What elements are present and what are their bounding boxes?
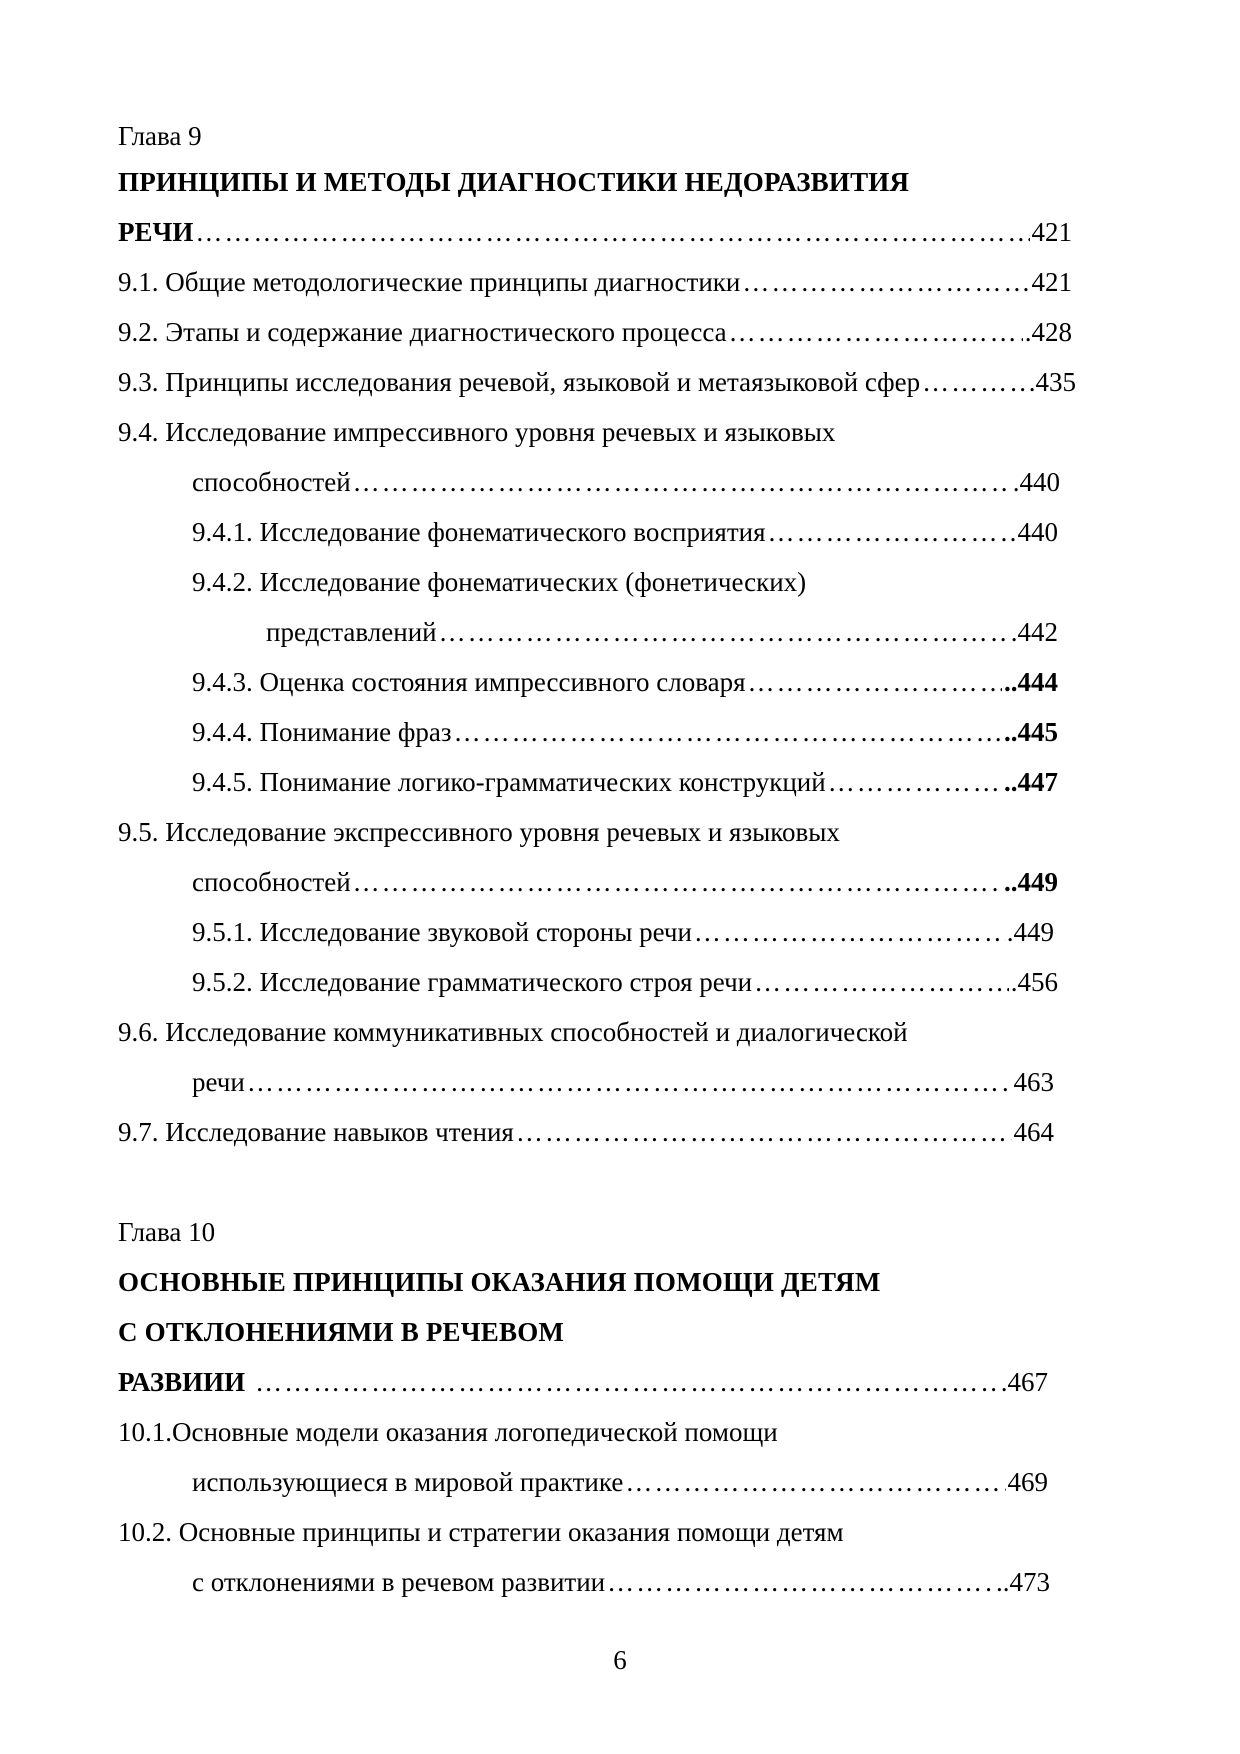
toc-entry xyxy=(266,614,1058,650)
toc-entry-title: 9.5. Исследование экспрессивного уровня речевых и языковых xyxy=(118,817,840,847)
page-ref: 463 xyxy=(1013,1067,1054,1097)
leader-dots xyxy=(516,1114,1012,1150)
page-ref: ..445 xyxy=(1004,717,1058,747)
leader-dots xyxy=(353,864,1002,900)
toc-entry xyxy=(192,664,1058,700)
chapter-10-title-line-3: РАЗВИИИ xyxy=(118,1367,246,1397)
toc-entry xyxy=(192,514,1058,550)
toc-entry-title: 9.4. Исследование импрессивного уровня речевых и языковых xyxy=(118,417,836,447)
page-number: 6 xyxy=(613,1645,627,1675)
leader-dots xyxy=(625,1464,1005,1500)
chapter-10-label: Глава 10 xyxy=(118,1217,216,1247)
toc-entry-title: 9.4.4. Понимание фраз xyxy=(192,717,452,747)
toc-entry-title: 10.2. Основные принципы и стратегии оказания помощи детям xyxy=(118,1517,844,1547)
toc-entry xyxy=(192,1564,1050,1600)
leader-dots xyxy=(754,964,1009,1000)
toc-entry xyxy=(192,714,1058,750)
toc-entry-title: использующиеся в мировой практике xyxy=(192,1467,624,1497)
chapter-9-title-line-2: РЕЧИ xyxy=(118,217,194,247)
page-ref: ..449 xyxy=(1004,867,1058,897)
chapter-10-title-line-2: С ОТКЛОНЕНИЯМИ В РЕЧЕВОМ xyxy=(118,1317,565,1347)
toc-entry-title: речи xyxy=(192,1067,245,1097)
toc-entry-title: 9.5.1. Исследование звуковой стороны речи xyxy=(192,917,692,947)
page-ref: 421 xyxy=(1031,267,1072,297)
toc-entry-title: способностей xyxy=(192,467,351,497)
page-ref: .467 xyxy=(1000,1367,1048,1397)
toc-entry-title: с отклонениями в речевом развитии xyxy=(192,1567,606,1597)
page-ref: .449 xyxy=(1006,917,1054,947)
leader-dots xyxy=(729,314,1023,350)
toc-entry-title: 9.6. Исследование коммуникативных способностей и диалогической xyxy=(118,1017,908,1047)
toc-entry-title: 9.2. Этапы и содержание диагностического процесса xyxy=(118,317,727,347)
toc-entry xyxy=(118,1114,1054,1150)
toc-entry xyxy=(192,1464,1048,1500)
leader-dots xyxy=(828,764,1002,800)
toc-entry-title: способностей xyxy=(192,867,351,897)
toc-entry-title: 9.1. Общие методологические принципы диагностики xyxy=(118,267,741,297)
toc-entry xyxy=(192,964,1058,1000)
toc-entry-title: 9.7. Исследование навыков чтения xyxy=(118,1117,514,1147)
toc-entry xyxy=(192,1064,1054,1100)
page-ref: 440 xyxy=(1017,517,1058,547)
toc-entry xyxy=(192,864,1058,900)
toc-entry-title: 10.1.Основные модели оказания логопедической помощи xyxy=(118,1417,778,1447)
toc-entry xyxy=(192,914,1054,950)
toc-entry xyxy=(192,764,1058,800)
page-ref: .442 xyxy=(1010,617,1058,647)
leader-dots xyxy=(768,514,1016,550)
toc-entry xyxy=(118,364,1076,400)
chapter-9-title-entry xyxy=(118,214,1072,250)
toc-entry xyxy=(118,264,1072,300)
leader-dots xyxy=(607,1564,994,1600)
page-ref: ..447 xyxy=(1004,767,1058,797)
leader-dots xyxy=(748,664,1002,700)
leader-dots xyxy=(694,914,1005,950)
toc-entry xyxy=(118,314,1072,350)
page-ref: 464 xyxy=(1013,1117,1054,1147)
toc-entry-title: 9.3. Принципы исследования речевой, языковой и метаязыковой сфер xyxy=(118,367,921,397)
leader-dots xyxy=(454,714,1002,750)
toc-entry-title: 9.4.5. Понимание логико-грамматических конструкций xyxy=(192,767,826,797)
chapter-9-label: Глава 9 xyxy=(118,121,202,151)
page-ref: .428 xyxy=(1024,317,1072,347)
toc-entry-title: представлений xyxy=(266,617,437,647)
leader-dots xyxy=(922,364,1027,400)
leader-dots xyxy=(439,614,1009,650)
chapter-10-title-entry xyxy=(118,1364,1048,1400)
leader-dots xyxy=(195,214,1029,250)
toc-entry xyxy=(192,464,1060,500)
page-ref: .456 xyxy=(1010,967,1058,997)
leader-dots xyxy=(247,1064,1012,1100)
toc-entry-title: 9.5.2. Исследование грамматического строя речи xyxy=(192,967,753,997)
page-ref: ..444 xyxy=(1004,667,1058,697)
leader-dots xyxy=(255,1364,999,1400)
toc-entry-title: 9.4.3. Оценка состояния импрессивного словаря xyxy=(192,667,746,697)
leader-dots xyxy=(353,464,1011,500)
leader-dots xyxy=(742,264,1029,300)
page-ref: .435 xyxy=(1028,367,1076,397)
page-ref: ..473 xyxy=(996,1567,1050,1597)
chapter-9-title-line-1: ПРИНЦИПЫ И МЕТОДЫ ДИАГНОСТИКИ НЕДОРАЗВИТИЯ xyxy=(118,167,910,197)
toc-entry-title: 9.4.1. Исследование фонематического восприятия xyxy=(192,517,766,547)
toc-entry-title: 9.4.2. Исследование фонематических (фонетических) xyxy=(192,567,807,597)
page-ref: 469 xyxy=(1007,1467,1048,1497)
chapter-10-title-line-1: ОСНОВНЫЕ ПРИНЦИПЫ ОКАЗАНИЯ ПОМОЩИ ДЕТЯМ xyxy=(118,1267,881,1297)
page-ref: 421 xyxy=(1031,217,1072,247)
page-ref: .440 xyxy=(1012,467,1060,497)
